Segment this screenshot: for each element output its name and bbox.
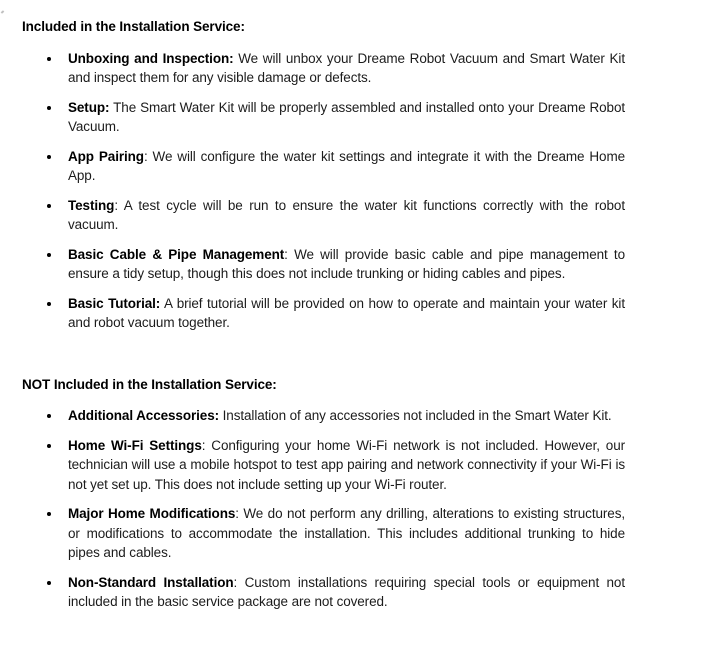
list-item: [46, 98, 625, 137]
bullet-icon: [47, 414, 51, 418]
service-section: [22, 17, 625, 333]
bullet-icon: [47, 204, 51, 208]
item-text: : We will provide basic cable and pipe management to ensure a tidy setup, though this does not include trunking or hiding cables and pipes.: [68, 246, 625, 281]
list-item: [46, 573, 625, 612]
item-text: We will unbox your Dreame Robot Vacuum and Smart Water Kit and inspect them for any visible damage or defects.: [68, 50, 625, 85]
item-label: Basic Tutorial:: [68, 295, 161, 311]
item-label: Basic Cable & Pipe Management: [68, 246, 285, 262]
item-text: : A test cycle will be run to ensure the water kit functions correctly with the robot vacuum.: [68, 197, 625, 232]
list-item: [46, 504, 625, 563]
item-text: : We will configure the water kit settings and integrate it with the Dreame Home App.: [68, 148, 626, 183]
list-item: [46, 147, 625, 186]
bullet-icon: [47, 57, 51, 61]
item-text: : Custom installations requiring special tools or equipment not included in the basic service package are not covered.: [68, 574, 625, 609]
bullet-list: [46, 49, 625, 333]
bullet-icon: [47, 253, 51, 257]
bullet-icon: [47, 444, 51, 448]
bullet-list: [46, 406, 625, 612]
section-heading: NOT Included in the Installation Service:: [22, 376, 277, 392]
item-label: Home Wi-Fi Settings: [68, 437, 202, 453]
item-label: Non-Standard Installation: [68, 574, 234, 590]
sections-container: [22, 17, 625, 612]
section-heading: Included in the Installation Service:: [22, 19, 245, 34]
list-item: [46, 436, 625, 495]
service-section: [22, 375, 625, 612]
item-label: Major Home Modifications: [68, 506, 236, 521]
item-label: App Pairing: [68, 148, 144, 164]
bullet-icon: [47, 302, 51, 306]
item-label: Unboxing and Inspection:: [68, 50, 234, 66]
item-label: Setup:: [68, 99, 110, 115]
list-item: [46, 196, 625, 235]
list-item: [46, 49, 625, 88]
list-item: [46, 406, 625, 426]
item-text: : Configuring your home Wi-Fi network is not included. However, our technician will use a mobile hotspot to test app pairing and network connectivity if your Wi-Fi is not yet set up. This does not include setting up your Wi-Fi router.: [68, 437, 626, 492]
bullet-icon: [47, 106, 51, 110]
item-label: Testing: [68, 197, 115, 213]
bullet-icon: [47, 155, 51, 159]
list-item: [46, 294, 625, 333]
item-text: The Smart Water Kit will be properly assembled and installed onto your Dreame Robot Vacuum.: [68, 99, 625, 134]
item-text: A brief tutorial will be provided on how to operate and maintain your water kit and robot vacuum together.: [68, 295, 625, 330]
list-item: [46, 245, 625, 284]
bullet-icon: [47, 512, 51, 516]
item-label: Additional Accessories:: [68, 408, 219, 423]
item-text: Installation of any accessories not included in the Smart Water Kit.: [219, 408, 612, 423]
item-text: : We do not perform any drilling, alterations to existing structures, or modifications to accommodate the installation. This includes additional trunking to hide pipes and cables.: [68, 506, 625, 560]
page-edge-artifact: [1, 10, 5, 13]
bullet-icon: [47, 581, 51, 585]
